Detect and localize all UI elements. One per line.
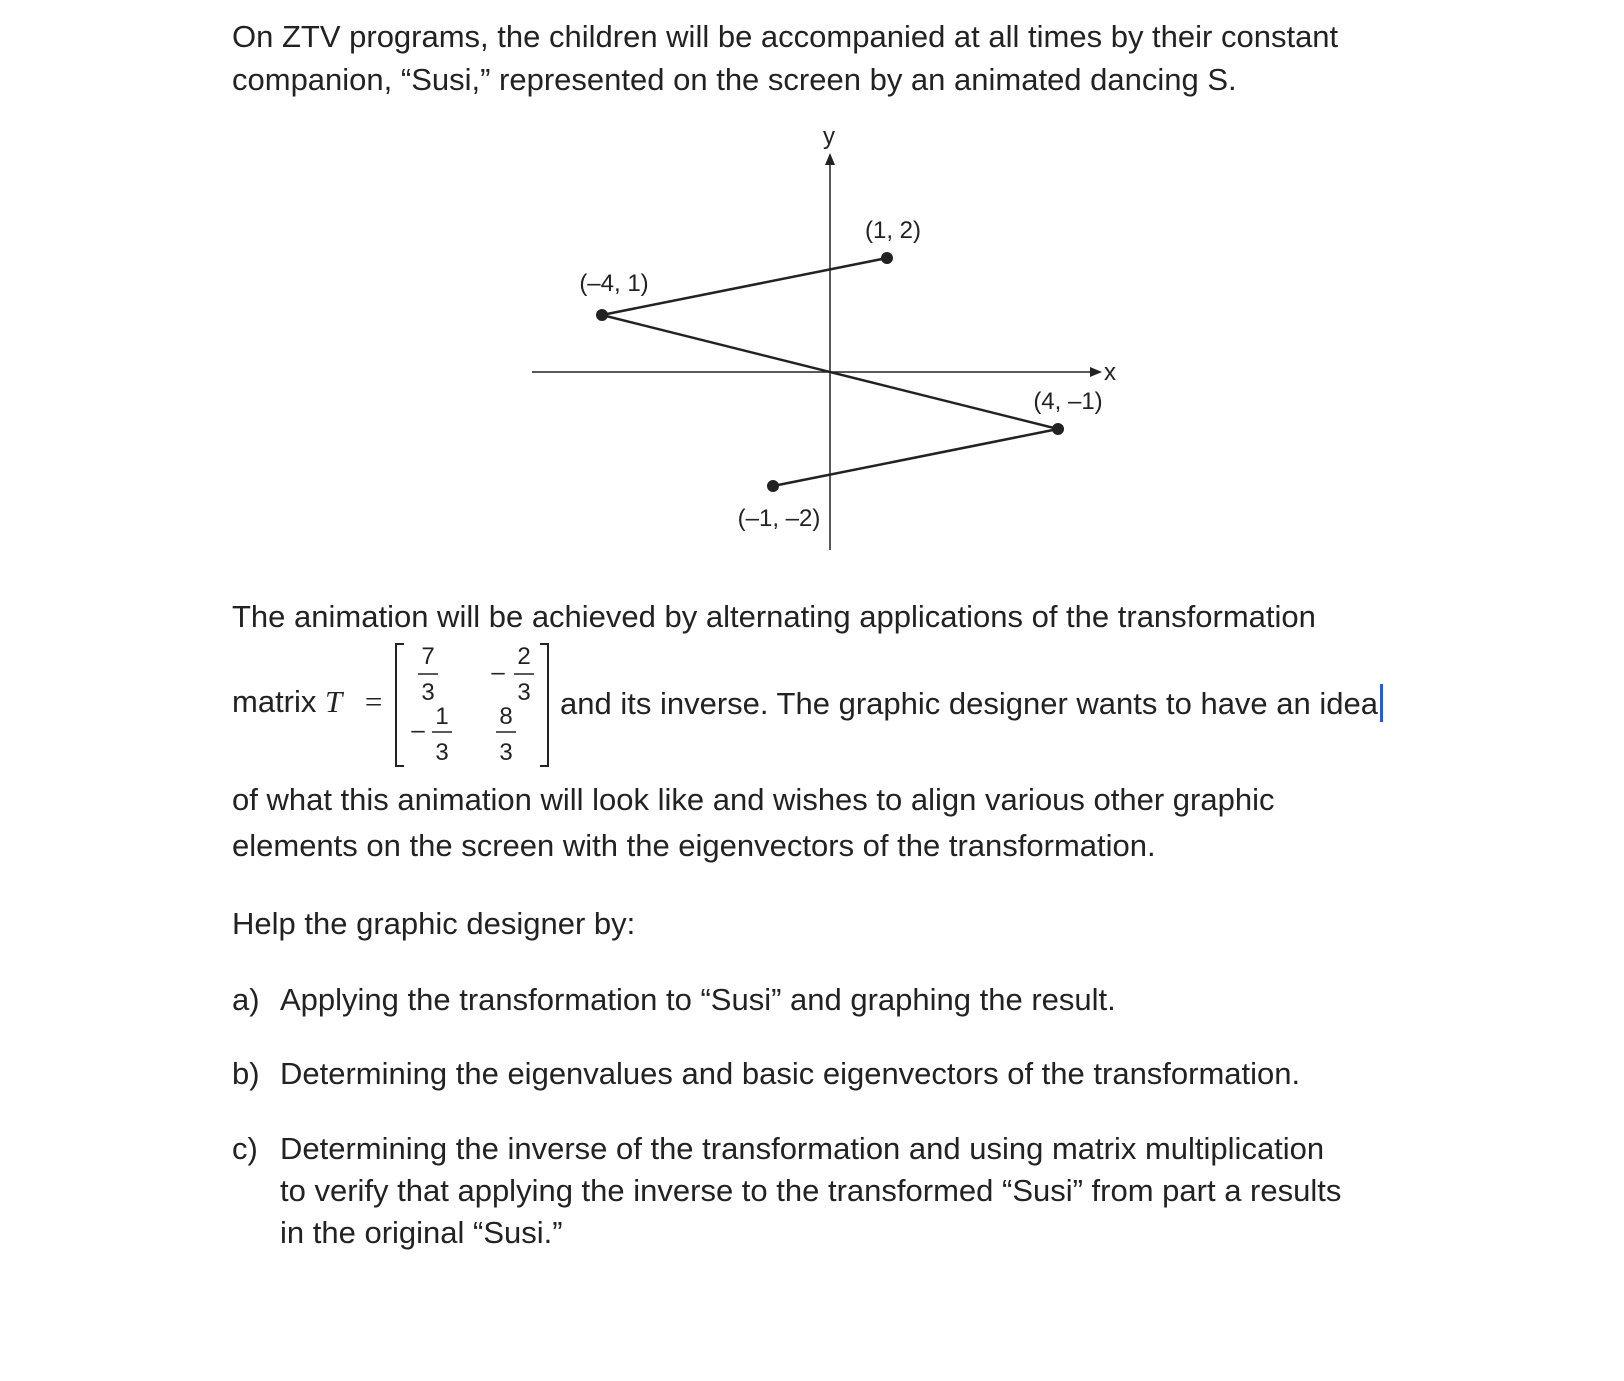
intro-line-1: On ZTV programs, the children will be accompanied at all times by their constant <box>232 19 1339 54</box>
matrix-word: matrix <box>232 684 317 719</box>
a22-numerator: 8 <box>499 703 513 730</box>
equals-sign: = <box>364 684 383 719</box>
matrix-right-bracket <box>540 644 548 766</box>
a12-denominator: 3 <box>517 679 531 706</box>
intro-line-2: companion, “Susi,” represented on the screen by an animated dancing S. <box>232 62 1237 97</box>
a22-denominator: 3 <box>499 739 513 766</box>
item-c-line-1: Determining the inverse of the transformation and using matrix multiplication <box>280 1131 1325 1166</box>
graph-point-label-3: (4, –1) <box>1033 388 1103 415</box>
after-matrix-text <box>560 684 1383 722</box>
item-c-text <box>280 1128 1341 1254</box>
after-matrix-sentence: and its inverse. The graphic designer wants to have an idea <box>560 686 1378 721</box>
help-heading: Help the graphic designer by: <box>232 906 636 941</box>
matrix-left-bracket <box>396 644 404 766</box>
a12-sign: – <box>491 659 505 686</box>
matrix-entry-a22 <box>496 703 516 766</box>
graph-point-label-1: (1, 2) <box>864 217 922 244</box>
item-b-marker: b) <box>232 1056 260 1091</box>
a21-sign: – <box>411 717 425 744</box>
graph-point-3 <box>1052 423 1064 435</box>
a11-denominator: 3 <box>421 679 435 706</box>
graph-point-label-2: (–4, 1) <box>579 270 649 297</box>
item-a-marker: a) <box>232 982 260 1017</box>
graph-point-1 <box>881 252 893 264</box>
a21-denominator: 3 <box>435 739 449 766</box>
item-c-line-2: to verify that applying the inverse to the transformed “Susi” from part a results <box>280 1173 1342 1208</box>
a11-numerator: 7 <box>421 643 435 670</box>
matrix-entry-a21 <box>411 703 452 766</box>
graph-point-2 <box>596 309 608 321</box>
item-c-line-3: in the original “Susi.” <box>280 1215 563 1250</box>
matrix-label <box>232 684 382 720</box>
a21-numerator: 1 <box>435 703 449 730</box>
item-b-text: Determining the eigenvalues and basic eigenvectors of the transformation. <box>280 1056 1301 1091</box>
animation-line-4: elements on the screen with the eigenvectors of the transformation. <box>232 828 1156 863</box>
animation-line-3: of what this animation will look like and wishes to align various other graphic <box>232 782 1275 817</box>
y-axis-label: y <box>823 123 835 150</box>
x-axis-label: x <box>1104 359 1116 386</box>
graph-point-label-4: (–1, –2) <box>737 505 821 532</box>
matrix-entry-a11 <box>418 643 438 706</box>
item-a-text: Applying the transformation to “Susi” and graphing the result. <box>280 982 1116 1017</box>
a12-numerator: 2 <box>517 643 531 670</box>
item-c-marker: c) <box>232 1131 258 1166</box>
matrix-variable: T <box>325 684 343 719</box>
graph-point-4 <box>767 480 779 492</box>
animation-line-1: The animation will be achieved by alternating applications of the transformation <box>232 599 1316 634</box>
matrix-entry-a12 <box>491 643 534 706</box>
intro-paragraph <box>232 15 1338 101</box>
susi-graph <box>520 120 1140 560</box>
text-cursor <box>1380 684 1383 722</box>
transformation-matrix <box>392 640 552 770</box>
